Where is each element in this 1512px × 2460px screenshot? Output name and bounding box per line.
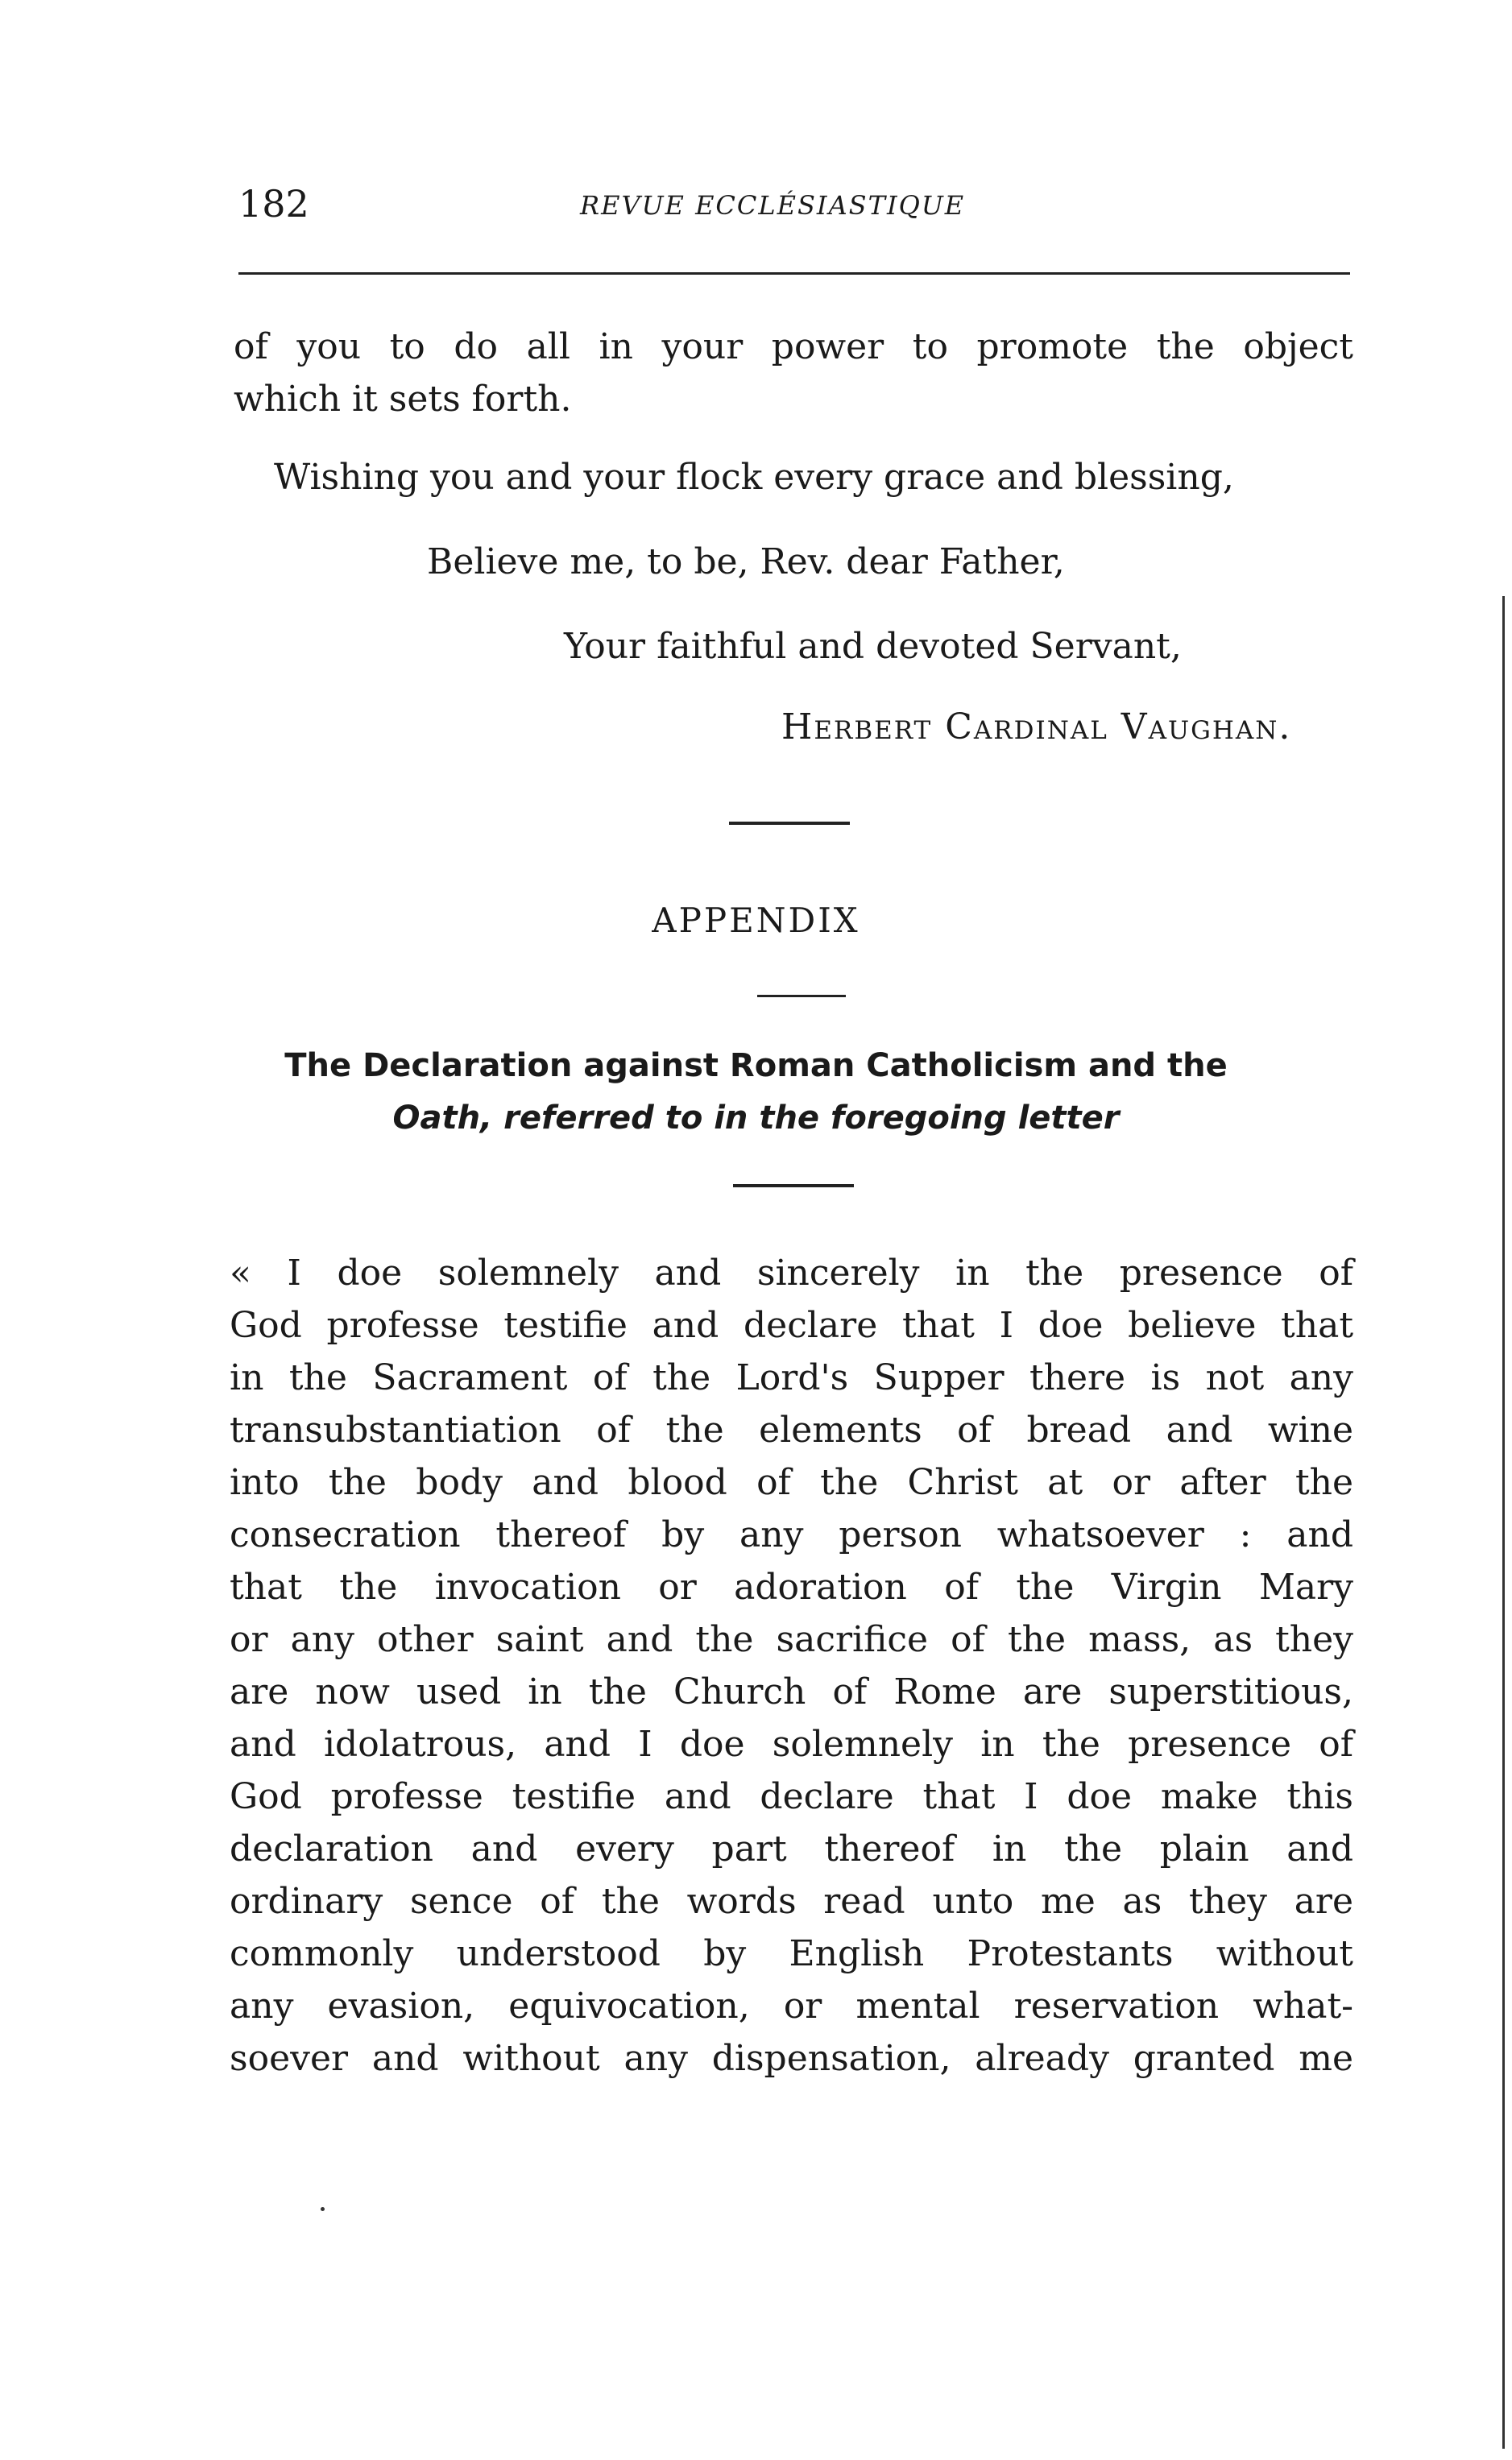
text-line: consecration thereof by any person whatsoever : and — [230, 1514, 1353, 1555]
running-title: REVUE ECCLÉSIASTIQUE — [580, 190, 966, 221]
text-line: God professe testifie and declare that I doe believe that — [230, 1305, 1353, 1346]
appendix-heading: APPENDIX — [652, 901, 860, 940]
separator-rule — [729, 822, 850, 825]
appendix-subtitle-line: The Declaration against Roman Catholicism and the — [284, 1047, 1228, 1084]
text-line: God professe testifie and declare that I doe make this — [230, 1776, 1353, 1817]
text-line: which it sets forth. — [234, 379, 572, 420]
letter-closing-paragraph — [234, 321, 1353, 425]
text-line: and idolatrous, and I doe solemnely in the presence of — [230, 1724, 1353, 1765]
text-line: any evasion, equivocation, or mental reservation what- — [230, 1986, 1353, 2027]
text-line: transubstantiation of the elements of bread and wine — [230, 1410, 1353, 1451]
declaration-paragraph — [230, 1247, 1353, 2085]
signature: Herbert Cardinal Vaughan. — [781, 706, 1292, 748]
text-line: in the Sacrament of the Lord's Supper there is not any — [230, 1357, 1353, 1398]
text-line: declaration and every part thereof in the plain and — [230, 1828, 1353, 1870]
header-rule — [238, 272, 1350, 275]
text-line: ordinary sence of the words read unto me as they are — [230, 1881, 1353, 1922]
text-line: commonly understood by English Protestants without — [230, 1933, 1353, 1974]
appendix-subtitle-line: Oath, referred to in the foregoing letter — [392, 1100, 1120, 1137]
page-edge-line — [1502, 596, 1505, 2449]
wishing-line: Wishing you and your flock every grace and blessing, — [274, 457, 1234, 498]
text-line: soever and without any dispensation, already granted me — [230, 2038, 1353, 2079]
text-line: that the invocation or adoration of the Virgin Mary — [230, 1567, 1353, 1608]
separator-rule — [757, 995, 846, 997]
text-line: into the body and blood of the Christ at or after the — [230, 1462, 1353, 1503]
text-line: or any other saint and the sacrifice of the mass, as they — [230, 1619, 1353, 1660]
scan-speck — [321, 2207, 325, 2211]
text-line: of you to do all in your power to promote the object — [234, 326, 1353, 367]
believe-line: Believe me, to be, Rev. dear Father, — [427, 541, 1065, 582]
text-line: are now used in the Church of Rome are superstitious, — [230, 1671, 1353, 1712]
page-number: 182 — [238, 182, 309, 226]
servant-line: Your faithful and devoted Servant, — [564, 626, 1182, 667]
separator-rule — [733, 1184, 854, 1187]
text-line: « I doe solemnely and sincerely in the presence of — [230, 1253, 1353, 1294]
